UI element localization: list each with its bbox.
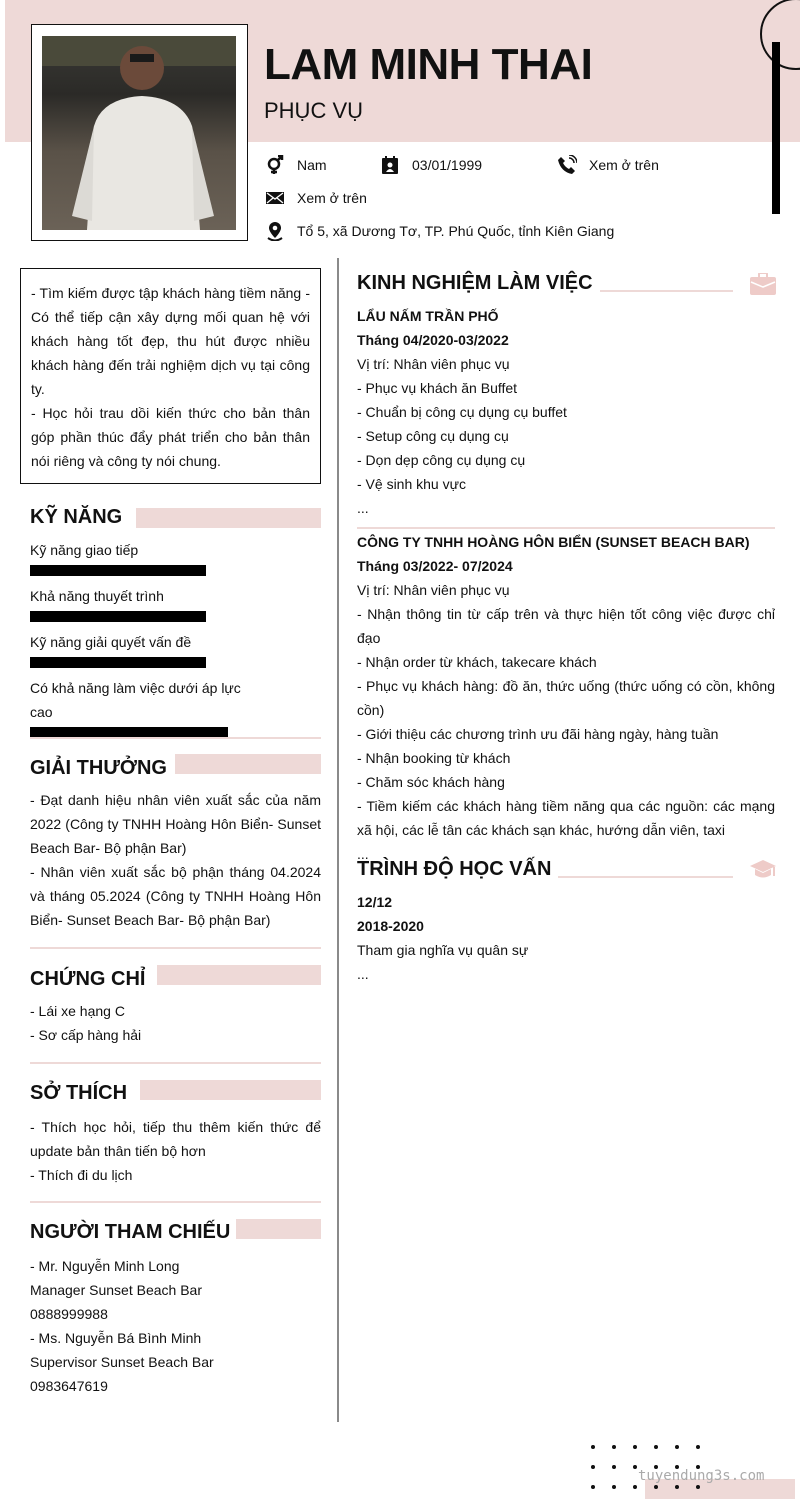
- job-duty-line: Vị trí: Nhân viên phục vụ: [357, 582, 510, 598]
- job-duty-line: ...: [357, 500, 369, 516]
- education-heading: TRÌNH ĐỘ HỌC VẤN: [357, 858, 552, 880]
- certificates-list: [30, 999, 321, 1047]
- decorative-dot: [654, 1445, 658, 1449]
- contact-gender: [265, 155, 327, 175]
- decorative-dot: [612, 1445, 616, 1449]
- award-line: - Đạt danh hiệu nhân viên xuất sắc của năm 2022 (Công ty TNHH Hoàng Hôn Biển- Sunset Beach Bar- Bộ phận Bar): [30, 792, 321, 856]
- job-duty-line: - Phục vụ khách hàng: đồ ăn, thức uống (thức uống có cồn, không cồn): [357, 678, 775, 718]
- job-duty-line: Vị trí: Nhân viên phục vụ: [357, 356, 510, 372]
- education-entry: [357, 890, 775, 986]
- section-separator: [30, 1062, 321, 1064]
- gender-icon: [265, 155, 285, 175]
- job-duty-line: - Giới thiệu các chương trình ưu đãi hàng ngày, hàng tuần: [357, 726, 719, 742]
- decorative-dot: [591, 1445, 595, 1449]
- skills-list: [30, 538, 250, 746]
- job-separator: [357, 527, 775, 529]
- section-separator: [30, 1201, 321, 1203]
- experience-heading: KINH NGHIỆM LÀM VIỆC: [357, 272, 593, 294]
- decorative-dot: [591, 1465, 595, 1469]
- references-heading: NGƯỜI THAM CHIẾU: [30, 1221, 231, 1243]
- job-duty-line: - Chăm sóc khách hàng: [357, 774, 505, 790]
- hobbies-heading: SỞ THÍCH: [30, 1082, 128, 1104]
- decorative-dot: [612, 1465, 616, 1469]
- email-icon: [265, 188, 285, 208]
- column-divider: [337, 258, 339, 1422]
- job-duty-line: - Nhận order từ khách, takecare khách: [357, 654, 597, 670]
- job-entry: [357, 304, 775, 520]
- certificates-heading: CHỨNG CHỈ: [30, 968, 146, 990]
- objective-line: - Tìm kiếm được tập khách hàng tiềm năng - Có thể tiếp cận xây dựng mối quan hệ với khách hàng tốt đẹp, thu hút được nhiều khách hàng đến trải nghiệm dịch vụ tại công ty.: [31, 285, 310, 397]
- skill-label: Kỹ năng giao tiếp: [30, 542, 139, 558]
- decorative-dot: [654, 1485, 658, 1489]
- education-period: 2018-2020: [357, 918, 424, 934]
- section-separator: [30, 947, 321, 949]
- skill-label: Khả năng thuyết trình: [30, 588, 164, 604]
- job-period: Tháng 03/2022- 07/2024: [357, 558, 513, 574]
- contact-birthday: [380, 155, 482, 175]
- calendar-icon: [380, 155, 400, 175]
- job-duty-line: - Vệ sinh khu vực: [357, 476, 466, 492]
- hobbies-list: [30, 1115, 321, 1187]
- contact-phone: [557, 155, 659, 175]
- job-company: LẨU NẤM TRẦN PHỐ: [357, 308, 499, 324]
- decorative-bar: [772, 42, 780, 214]
- decorative-dot: [612, 1485, 616, 1489]
- briefcase-icon: [750, 273, 776, 295]
- certificate-line: - Sơ cấp hàng hải: [30, 1027, 142, 1043]
- reference-line: Supervisor Sunset Beach Bar: [30, 1354, 214, 1370]
- reference-line: 0888999988: [30, 1306, 108, 1322]
- reference-line: - Ms. Nguyễn Bá Bình Minh: [30, 1330, 202, 1346]
- reference-line: 0983647619: [30, 1378, 108, 1394]
- job-duty-line: ...: [357, 846, 369, 862]
- skill-level-bar: [30, 657, 206, 668]
- decorative-dot: [633, 1465, 637, 1469]
- heading-accent-bar: [136, 508, 321, 528]
- phone-value: Xem ở trên: [589, 157, 659, 173]
- candidate-name: LAM MINH THAI: [264, 40, 593, 89]
- job-duty-line: - Dọn dẹp công cụ dụng cụ: [357, 452, 526, 468]
- decorative-dot: [675, 1485, 679, 1489]
- skill-level-bar: [30, 565, 206, 576]
- education-line: ...: [357, 966, 369, 982]
- heading-accent-bar: [175, 754, 321, 774]
- certificate-line: - Lái xe hạng C: [30, 1003, 125, 1019]
- skills-heading: KỸ NĂNG: [30, 506, 123, 528]
- job-period: Tháng 04/2020-03/2022: [357, 332, 509, 348]
- hobby-line: - Thích đi du lịch: [30, 1167, 133, 1183]
- heading-accent-line: [600, 290, 733, 292]
- job-duty-line: - Setup công cụ dụng cụ: [357, 428, 509, 444]
- email-value: Xem ở trên: [297, 190, 367, 206]
- graduation-cap-icon: [750, 860, 776, 880]
- job-duty-line: - Tiềm kiếm các khách hàng tiềm năng qua các nguồn: các mạng xã hội, các lễ tân các khách sạn khác, hướng dẫn viên, taxi: [357, 798, 775, 838]
- objective-line: - Học hỏi trau dồi kiến thức cho bản thân góp phần thúc đẩy phát triển cho bản thân nói riêng và công ty nói chung.: [31, 405, 310, 469]
- decorative-dot: [696, 1485, 700, 1489]
- heading-accent-bar: [236, 1219, 321, 1239]
- hobby-line: - Thích học hỏi, tiếp thu thêm kiến thức để update bản thân tiến bộ hơn: [30, 1119, 321, 1159]
- watermark: tuyendung3s.com: [638, 1468, 765, 1484]
- education-school: 12/12: [357, 894, 393, 910]
- heading-accent-bar: [140, 1080, 321, 1100]
- awards-list: [30, 788, 321, 932]
- candidate-role: PHỤC VỤ: [264, 98, 364, 123]
- job-duty-line: - Nhận booking từ khách: [357, 750, 511, 766]
- heading-accent-line: [558, 876, 733, 878]
- heading-accent-bar: [157, 965, 321, 985]
- contact-address: [265, 221, 614, 241]
- education-line: Tham gia nghĩa vụ quân sự: [357, 942, 529, 958]
- award-line: - Nhân viên xuất sắc bộ phận tháng 04.2024 và tháng 05.2024 (Công ty TNHH Hoàng Hôn Biển- Sunset Beach Bar- Bộ phận Bar): [30, 864, 321, 928]
- job-duty-line: - Nhận thông tin từ cấp trên và thực hiện tốt công việc được chỉ đạo: [357, 606, 775, 646]
- decorative-dot: [675, 1445, 679, 1449]
- birthday-value: 03/01/1999: [412, 157, 483, 173]
- decorative-dot: [633, 1485, 637, 1489]
- references-list: [30, 1254, 321, 1398]
- decorative-dot: [696, 1445, 700, 1449]
- reference-line: - Mr. Nguyễn Minh Long: [30, 1258, 180, 1274]
- career-objective-box: [20, 268, 321, 484]
- decorative-dot: [591, 1485, 595, 1489]
- skill-label: Có khả năng làm việc dưới áp lực cao: [30, 680, 241, 720]
- awards-heading: GIẢI THƯỞNG: [30, 757, 167, 779]
- job-company: CÔNG TY TNHH HOÀNG HÔN BIỂN (SUNSET BEACH BAR): [357, 534, 750, 550]
- job-duty-line: - Chuẩn bị công cụ dụng cụ buffet: [357, 404, 567, 420]
- section-separator: [30, 737, 321, 739]
- job-entry: [357, 530, 775, 866]
- reference-line: Manager Sunset Beach Bar: [30, 1282, 202, 1298]
- contact-email: [265, 188, 367, 208]
- address-value: Tổ 5, xã Dương Tơ, TP. Phú Quốc, tỉnh Kiên Giang: [297, 223, 615, 239]
- job-duty-line: - Phục vụ khách ăn Buffet: [357, 380, 518, 396]
- decorative-dot: [633, 1445, 637, 1449]
- skill-label: Kỹ năng giải quyết vấn đề: [30, 634, 192, 650]
- phone-icon: [557, 155, 577, 175]
- gender-value: Nam: [297, 157, 327, 173]
- skill-level-bar: [30, 611, 206, 622]
- profile-photo: [42, 36, 236, 230]
- location-pin-icon: [265, 221, 285, 241]
